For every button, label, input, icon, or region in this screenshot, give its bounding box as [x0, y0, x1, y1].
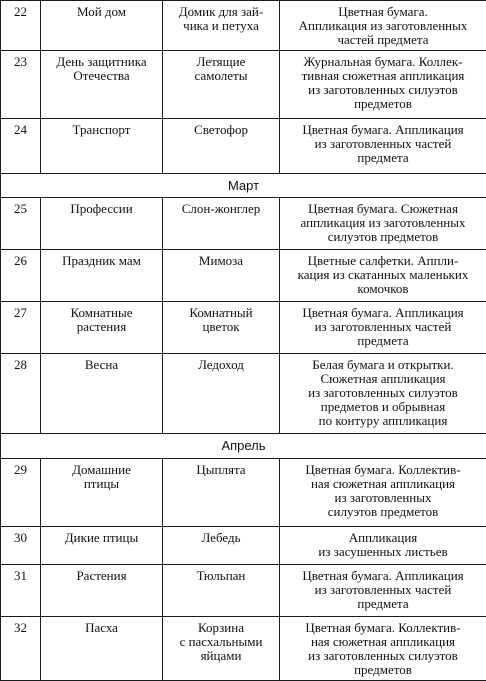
lesson-theme: Домашние птицы	[41, 459, 163, 527]
lesson-topic: Ледоход	[163, 354, 280, 434]
lesson-topic: Корзина с пасхальными яйцами	[163, 617, 280, 681]
lesson-row	[1, 1, 486, 51]
lesson-number: 26	[1, 250, 41, 302]
month-header-row	[1, 174, 486, 198]
lesson-row	[1, 51, 486, 119]
lesson-number: 25	[1, 198, 41, 250]
lesson-method: Цветная бумага. Аппликация из заготовленных частей предмета	[280, 119, 486, 174]
lesson-topic: Светофор	[163, 119, 280, 174]
month-label: Март	[1, 174, 486, 198]
lesson-topic: Лебедь	[163, 527, 280, 565]
lesson-number: 30	[1, 527, 41, 565]
lesson-row	[1, 459, 486, 527]
lesson-theme: Весна	[41, 354, 163, 434]
lesson-method: Цветные салфетки. Аппли- кация из скатанных маленьких комочков	[280, 250, 486, 302]
lesson-topic: Комнатный цветок	[163, 302, 280, 354]
lesson-number: 31	[1, 565, 41, 617]
lesson-row	[1, 119, 486, 174]
lesson-topic: Слон-жонглер	[163, 198, 280, 250]
month-header-row	[1, 434, 486, 459]
lesson-method: Аппликация из засушенных листьев	[280, 527, 486, 565]
lesson-row	[1, 354, 486, 434]
lesson-theme: Мой дом	[41, 1, 163, 51]
lesson-row	[1, 565, 486, 617]
lesson-number: 23	[1, 51, 41, 119]
lesson-method: Цветная бумага. Аппликация из заготовленных частей предмета	[280, 302, 486, 354]
lesson-row	[1, 250, 486, 302]
lesson-row	[1, 302, 486, 354]
lesson-method: Цветная бумага. Сюжетная аппликация из заготовленных силуэтов предметов	[280, 198, 486, 250]
lesson-plan-table-body	[1, 1, 486, 681]
lesson-method: Цветная бумага. Аппликация из заготовленных частей предмета	[280, 565, 486, 617]
lesson-topic: Домик для зай- чика и петуха	[163, 1, 280, 51]
lesson-topic: Тюльпан	[163, 565, 280, 617]
lesson-theme: Пасха	[41, 617, 163, 681]
lesson-method: Цветная бумага. Коллектив- ная сюжетная аппликация из заготовленных силуэтов предметов	[280, 459, 486, 527]
lesson-row	[1, 198, 486, 250]
lesson-topic: Мимоза	[163, 250, 280, 302]
lesson-method: Цветная бумага. Аппликация из заготовленных частей предмета	[280, 1, 486, 51]
lesson-theme: Дикие птицы	[41, 527, 163, 565]
month-label: Апрель	[1, 434, 486, 459]
lesson-method: Цветная бумага. Коллектив- ная сюжетная аппликация из заготовленных силуэтов предметов	[280, 617, 486, 681]
lesson-topic: Летящие самолеты	[163, 51, 280, 119]
lesson-method: Журнальная бумага. Коллек- тивная сюжетная аппликация из заготовленных силуэтов предметов	[280, 51, 486, 119]
lesson-row	[1, 617, 486, 681]
lesson-number: 28	[1, 354, 41, 434]
lesson-number: 27	[1, 302, 41, 354]
lesson-number: 24	[1, 119, 41, 174]
lesson-theme: День защитника Отечества	[41, 51, 163, 119]
lesson-number: 32	[1, 617, 41, 681]
lesson-theme: Праздник мам	[41, 250, 163, 302]
lesson-theme: Растения	[41, 565, 163, 617]
lesson-number: 22	[1, 1, 41, 51]
lesson-number: 29	[1, 459, 41, 527]
lesson-theme: Профессии	[41, 198, 163, 250]
lesson-row	[1, 527, 486, 565]
lesson-method: Белая бумага и открытки. Сюжетная аппликация из заготовленных силуэтов предметов и обрывная по контуру аппликация	[280, 354, 486, 434]
lesson-theme: Транспорт	[41, 119, 163, 174]
lesson-topic: Цыплята	[163, 459, 280, 527]
lesson-theme: Комнатные растения	[41, 302, 163, 354]
